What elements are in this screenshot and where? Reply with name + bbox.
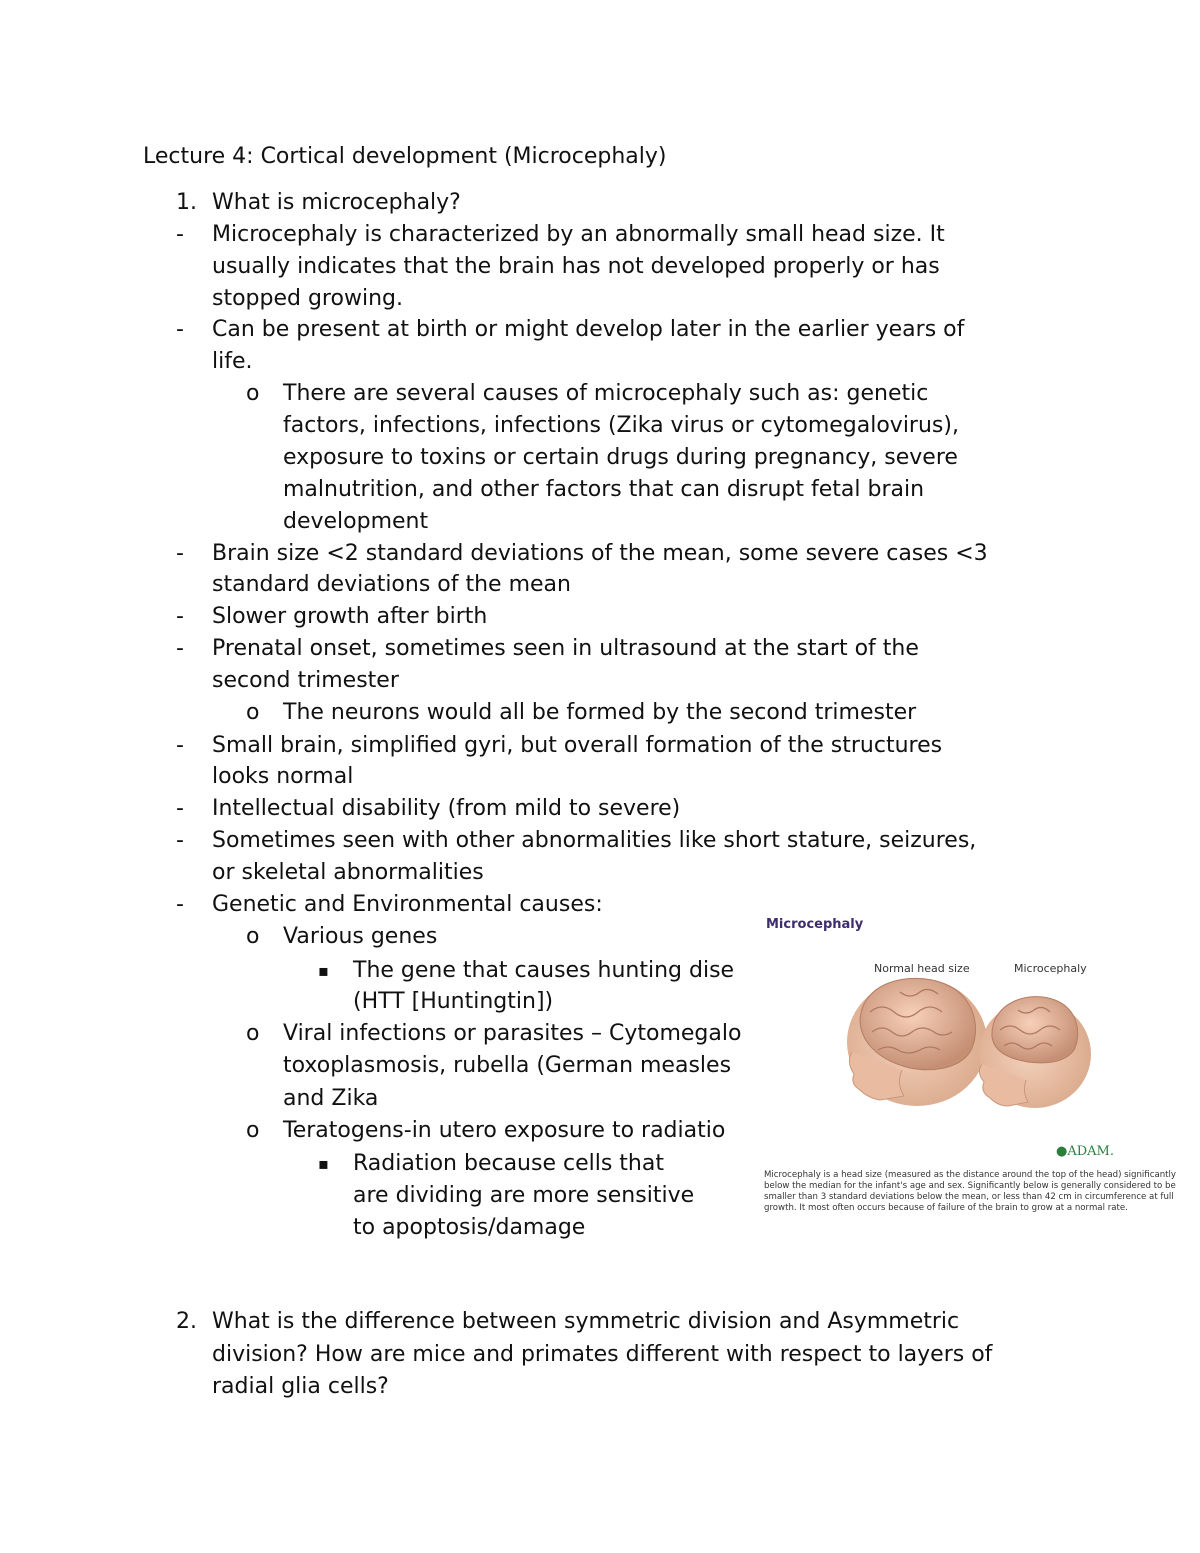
bullet-line: stopped growing. <box>212 286 403 311</box>
square-marker: ▪ <box>318 961 329 980</box>
circle-marker: o <box>246 924 260 949</box>
question-number: 2. <box>176 1309 197 1334</box>
bullet-line: Prenatal onset, sometimes seen in ultrasound at the start of the <box>212 636 919 661</box>
circle-marker: o <box>246 1021 260 1046</box>
dash-marker: - <box>176 222 184 247</box>
bullet-line: life. <box>212 349 253 374</box>
bullet-line: Small brain, simplified gyri, but overall formation of the structures <box>212 733 943 758</box>
bullet-line: Sometimes seen with other abnormalities like short stature, seizures, <box>212 828 977 853</box>
sub-sub-line: are dividing are more sensitive <box>353 1183 695 1208</box>
question-text: What is microcephaly? <box>212 190 461 215</box>
document-title: Lecture 4: Cortical development (Microcephaly) <box>143 144 667 169</box>
bullet-line: Intellectual disability (from mild to severe) <box>212 796 681 821</box>
figure-title: Microcephaly <box>766 917 864 932</box>
sub-line: The neurons would all be formed by the second trimester <box>283 700 917 725</box>
sub-line: Various genes <box>283 924 438 949</box>
dash-marker: - <box>176 541 184 566</box>
sub-line: toxoplasmosis, rubella (German measles <box>283 1053 732 1078</box>
sub-line: Teratogens-in utero exposure to radiatio <box>283 1118 726 1143</box>
microcephaly-head <box>979 997 1091 1108</box>
sub-sub-line: (HTT [Huntingtin]) <box>353 989 554 1014</box>
dash-marker: - <box>176 636 184 661</box>
sub-line: and Zika <box>283 1086 379 1111</box>
bullet-line: Microcephaly is characterized by an abnormally small head size. It <box>212 222 945 247</box>
bullet-line: Slower growth after birth <box>212 604 488 629</box>
dash-marker: - <box>176 892 184 917</box>
bullet-line: second trimester <box>212 668 399 693</box>
sub-line: There are several causes of microcephaly such as: genetic <box>283 381 929 406</box>
sub-sub-line: The gene that causes hunting dise <box>353 958 735 983</box>
question-number: 1. <box>176 190 197 215</box>
circle-marker: o <box>246 381 260 406</box>
figure-caption: Microcephaly is a head size (measured as the distance around the top of the head) significantly below the median for the infant's age and sex. Significantly below is generally considered to be smaller than 3 standard deviations below the mean, or less than 42 cm in circumference at full growth. It most often occurs because of failure of the brain to grow at a normal rate. <box>764 1170 1177 1213</box>
bullet-line: usually indicates that the brain has not developed properly or has <box>212 254 940 279</box>
dash-marker: - <box>176 317 184 342</box>
normal-head <box>847 978 987 1106</box>
bullet-line: standard deviations of the mean <box>212 572 571 597</box>
bullet-line: or skeletal abnormalities <box>212 860 484 885</box>
question-text: radial glia cells? <box>212 1374 389 1399</box>
sub-line: exposure to toxins or certain drugs during pregnancy, severe <box>283 445 958 470</box>
sub-sub-line: to apoptosis/damage <box>353 1215 586 1240</box>
label-normal-head: Normal head size <box>874 962 970 975</box>
sub-line: malnutrition, and other factors that can disrupt fetal brain <box>283 477 925 502</box>
bullet-line: Brain size <2 standard deviations of the mean, some severe cases <3 <box>212 541 988 566</box>
microcephaly-figure <box>760 912 1185 1222</box>
sub-line: Viral infections or parasites – Cytomegalo <box>283 1021 742 1046</box>
sub-line: factors, infections, infections (Zika virus or cytomegalovirus), <box>283 413 959 438</box>
sub-sub-line: Radiation because cells that <box>353 1151 664 1176</box>
bullet-line: Can be present at birth or might develop later in the earlier years of <box>212 317 965 342</box>
circle-marker: o <box>246 1118 260 1143</box>
adam-logo: ●ADAM. <box>1056 1144 1114 1159</box>
infant-heads-illustration <box>760 912 1185 1142</box>
dash-marker: - <box>176 733 184 758</box>
dash-marker: - <box>176 828 184 853</box>
bullet-line: Genetic and Environmental causes: <box>212 892 603 917</box>
square-marker: ▪ <box>318 1154 329 1173</box>
sub-line: development <box>283 509 429 534</box>
dash-marker: - <box>176 796 184 821</box>
label-microcephaly: Microcephaly <box>1014 962 1087 975</box>
bullet-line: looks normal <box>212 764 354 789</box>
circle-marker: o <box>246 700 260 725</box>
dash-marker: - <box>176 604 184 629</box>
question-text: division? How are mice and primates different with respect to layers of <box>212 1342 993 1367</box>
question-text: What is the difference between symmetric division and Asymmetric <box>212 1309 960 1334</box>
